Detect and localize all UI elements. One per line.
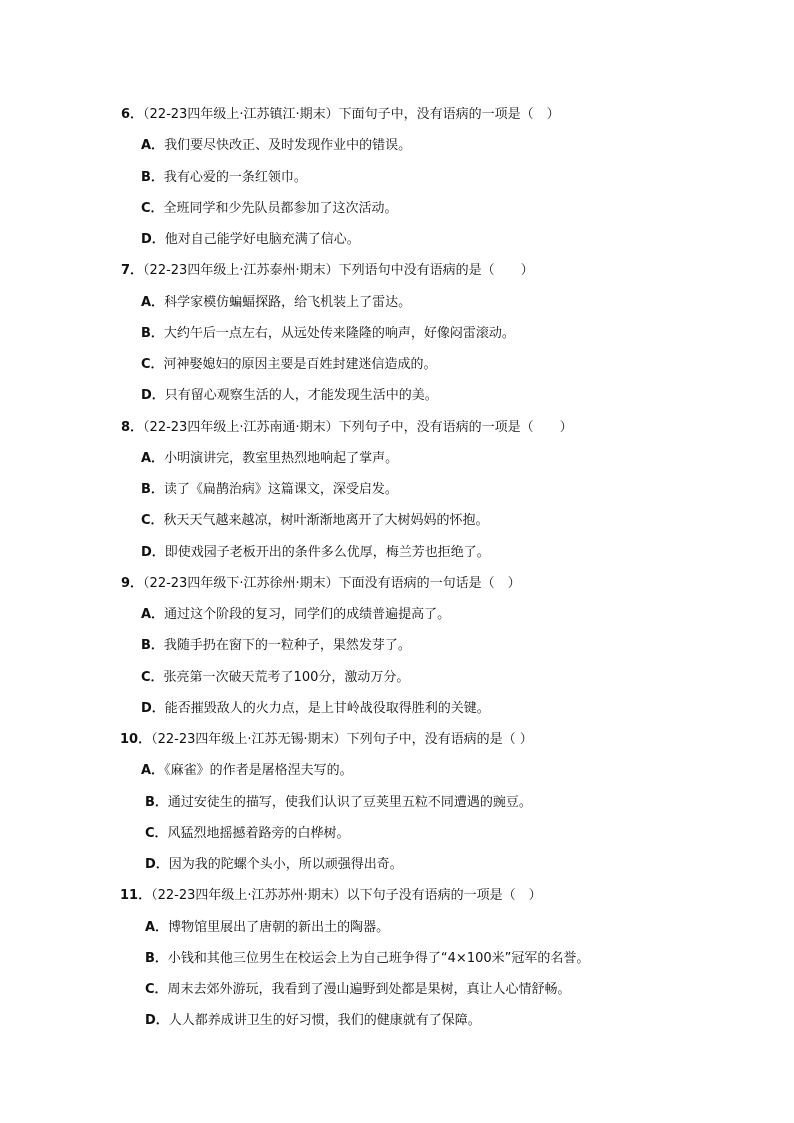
question-number: 8． <box>121 419 144 435</box>
option-text: 河神娶媳妇的原因主要是百姓封建迷信造成的。 <box>163 357 437 372</box>
option-letter: C． <box>141 200 164 216</box>
option-c <box>0 349 794 380</box>
option-letter: A． <box>141 607 165 622</box>
option-letter: B． <box>145 794 168 810</box>
option-text: 通过这个阶段的复习，同学们的成绩普遍提高了。 <box>164 607 451 622</box>
question-source: （22-23四年级上·江苏苏州·期末） <box>151 888 347 904</box>
question-source: （22-23四年级下·江苏徐州·期末） <box>143 575 339 591</box>
option-c <box>0 662 794 693</box>
option-text: 周末去郊外游玩，我看到了漫山遍野到处都是果树，真让人心情舒畅。 <box>167 982 571 997</box>
question-source: （22-23四年级上·江苏无锡·期末） <box>151 732 347 747</box>
option-a <box>0 443 794 474</box>
question-text: 以下句子没有语病的一项是（ ） <box>346 888 542 904</box>
option-letter: A． <box>141 138 165 154</box>
option-d <box>0 1005 794 1036</box>
question-stem <box>0 880 794 911</box>
option-a <box>0 755 794 786</box>
option-d <box>0 693 794 724</box>
option-letter: C． <box>141 669 164 685</box>
option-letter: D． <box>145 857 169 872</box>
option-text: 通过安徒生的描写，使我们认识了豆荚里五粒不同遭遇的豌豆。 <box>167 794 532 810</box>
option-b <box>0 474 794 505</box>
question-source: （22-23四年级上·江苏泰州·期末） <box>143 263 339 279</box>
option-a <box>0 912 794 943</box>
question-text: 下列句子中，没有语病的是（ ） <box>346 732 533 747</box>
option-text: 大约午后一点左右，从远处传来隆隆的响声，好像闷雷滚动。 <box>163 325 515 341</box>
option-d <box>0 849 794 880</box>
question-stem <box>0 412 794 443</box>
option-letter: A． <box>145 919 169 935</box>
option-c <box>0 818 794 849</box>
question-stem <box>0 99 794 130</box>
question-text: 下列语句中没有语病的是（ ） <box>338 263 534 279</box>
option-text: 即使戏园子老板开出的条件多么优厚，梅兰芳也拒绝了。 <box>164 544 490 560</box>
option-text: 我们要尽快改正、及时发现作业中的错误。 <box>164 138 412 154</box>
option-c <box>0 193 794 224</box>
question-text: 下列句子中，没有语病的一项是（ ） <box>338 419 573 435</box>
question-number: 6． <box>121 107 144 122</box>
option-text: 小明演讲完，教室里热烈地响起了掌声。 <box>164 450 399 466</box>
option-letter: B． <box>141 325 164 341</box>
option-letter: B． <box>141 169 164 185</box>
question-7 <box>0 255 794 411</box>
question-text: 下面没有语病的一句话是（ ） <box>338 575 521 591</box>
option-d <box>0 380 794 411</box>
option-letter: D． <box>141 544 165 560</box>
question-number: 7． <box>121 263 144 279</box>
option-text: 博物馆里展出了唐朝的新出土的陶器。 <box>168 919 390 935</box>
option-text: 人人都养成讲卫生的好习惯，我们的健康就有了保障。 <box>168 1013 481 1029</box>
option-letter: D． <box>145 1013 169 1029</box>
option-c <box>0 974 794 1005</box>
option-a <box>0 599 794 630</box>
question-10 <box>0 724 794 880</box>
question-11 <box>0 880 794 1036</box>
option-letter: B． <box>141 638 164 654</box>
question-number: 9． <box>121 575 144 591</box>
question-list <box>0 99 794 1037</box>
option-text: 秋天天气越来越凉，树叶渐渐地离开了大树妈妈的怀抱。 <box>163 513 489 529</box>
question-number: 11． <box>120 888 152 904</box>
option-letter: A． <box>141 763 165 779</box>
option-letter: D． <box>141 388 165 404</box>
question-text: 下面句子中，没有语病的一项是（ ） <box>338 107 560 122</box>
option-letter: A． <box>141 450 165 466</box>
option-letter: D． <box>141 700 165 716</box>
option-d <box>0 224 794 255</box>
question-stem <box>0 724 794 755</box>
option-text: 因为我的陀螺个头小，所以顽强得出奇。 <box>168 857 403 872</box>
option-letter: A． <box>141 294 165 310</box>
option-letter: D． <box>141 232 165 247</box>
option-letter: B． <box>141 482 164 497</box>
option-text: 科学家模仿蝙蝠探路，给飞机装上了雷达。 <box>164 294 412 310</box>
option-text: 风猛烈地摇撼着路旁的白桦树。 <box>167 825 350 841</box>
option-d <box>0 537 794 568</box>
option-c <box>0 505 794 536</box>
option-text: 小钱和其他三位男生在校运会上为自己班争得了“4×100米”冠军的名誉。 <box>167 950 590 966</box>
option-b <box>0 162 794 193</box>
question-stem <box>0 568 794 599</box>
option-letter: C． <box>145 825 168 841</box>
option-b <box>0 318 794 349</box>
question-source: （22-23四年级上·江苏镇江·期末） <box>143 107 339 122</box>
option-a <box>0 287 794 318</box>
option-text: 读了《扁鹊治病》这篇课文，深受启发。 <box>163 482 398 497</box>
option-text: 我随手扔在窗下的一粒种子，果然发芽了。 <box>163 638 411 654</box>
question-6 <box>0 99 794 255</box>
option-text: 《麻雀》的作者是屠格涅夫写的。 <box>164 763 353 779</box>
option-b <box>0 943 794 974</box>
question-source: （22-23四年级上·江苏南通·期末） <box>143 419 339 435</box>
option-text: 全班同学和少先队员都参加了这次活动。 <box>163 200 398 216</box>
question-9 <box>0 568 794 724</box>
option-letter: C． <box>145 982 168 997</box>
option-letter: C． <box>141 513 164 529</box>
question-number: 10． <box>120 732 152 747</box>
question-stem <box>0 255 794 286</box>
option-text: 能否摧毁敌人的火力点，是上甘岭战役取得胜利的关键。 <box>164 700 490 716</box>
option-a <box>0 130 794 161</box>
option-text: 张亮第一次破天荒考了100分，激动万分。 <box>163 669 410 685</box>
question-8 <box>0 412 794 568</box>
option-b <box>0 787 794 818</box>
option-text: 只有留心观察生活的人，才能发现生活中的美。 <box>164 388 438 404</box>
option-b <box>0 630 794 661</box>
option-letter: B． <box>145 950 168 966</box>
option-letter: C． <box>141 357 164 372</box>
option-text: 我有心爱的一条红领巾。 <box>163 169 307 185</box>
option-text: 他对自己能学好电脑充满了信心。 <box>164 232 360 247</box>
